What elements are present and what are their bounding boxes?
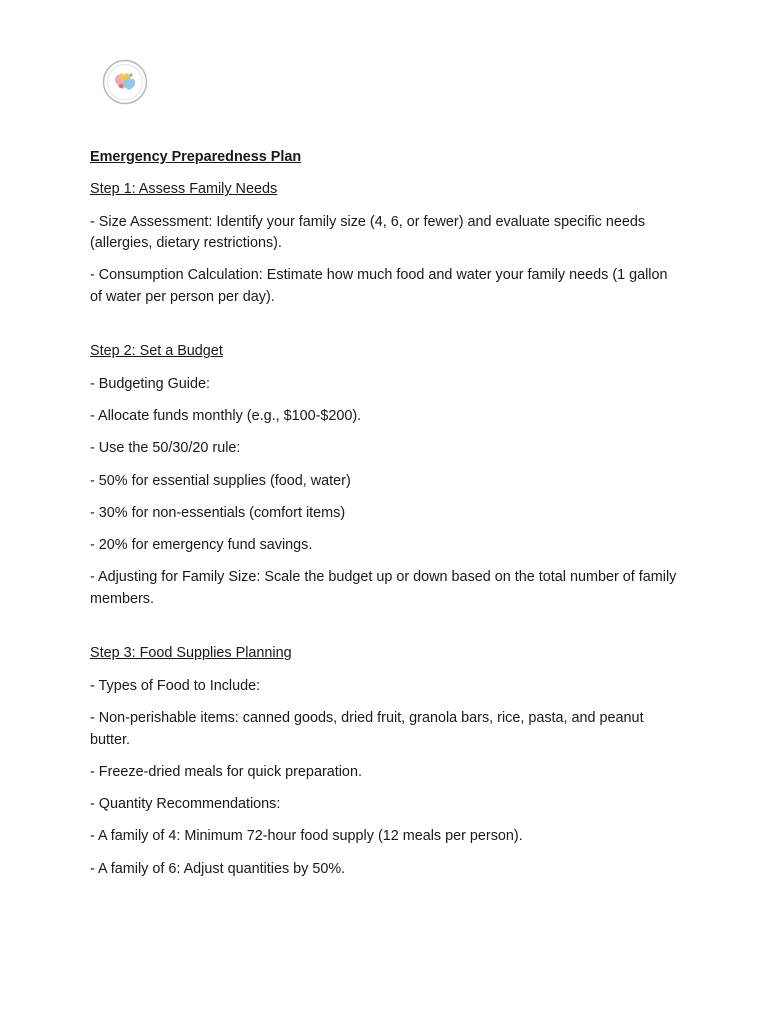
step-2-line: - Allocate funds monthly (e.g., $100-$200). [90,407,362,424]
step-3-line: - Types of Food to Include: [90,677,261,694]
logo-seal-icon [102,59,148,105]
step-2-line: - Budgeting Guide: [90,375,211,392]
step-3-heading: Step 3: Food Supplies Planning [90,645,292,662]
step-3-line: - A family of 6: Adjust quantities by 50%. [90,860,346,877]
step-2-line: - 20% for emergency fund savings. [90,537,313,554]
document-body [90,147,680,891]
step-3-line: - A family of 4: Minimum 72-hour food supply (12 meals per person). [90,828,523,845]
step-1-heading: Step 1: Assess Family Needs [90,181,278,198]
step-2-line: - 30% for non-essentials (comfort items) [90,504,346,521]
step-1-line: - Consumption Calculation: Estimate how much food and water your family needs (1 gallon of water per person per day). [90,267,668,305]
step-2-line: - 50% for essential supplies (food, water) [90,472,351,489]
step-3-line: - Non-perishable items: canned goods, dried fruit, granola bars, rice, pasta, and peanut butter. [90,710,644,748]
step-2-line: - Adjusting for Family Size: Scale the budget up or down based on the total number of family members. [90,569,677,607]
document-title: Emergency Preparedness Plan [90,149,302,165]
organization-logo [102,59,148,105]
step-2-line: - Use the 50/30/20 rule: [90,440,241,457]
step-1-line: - Size Assessment: Identify your family size (4, 6, or fewer) and evaluate specific needs (allergies, dietary restrictions). [90,213,646,252]
step-2-heading: Step 2: Set a Budget [90,343,223,360]
step-3-line: - Freeze-dried meals for quick preparation. [90,763,362,780]
step-3-line: - Quantity Recommendations: [90,796,281,813]
